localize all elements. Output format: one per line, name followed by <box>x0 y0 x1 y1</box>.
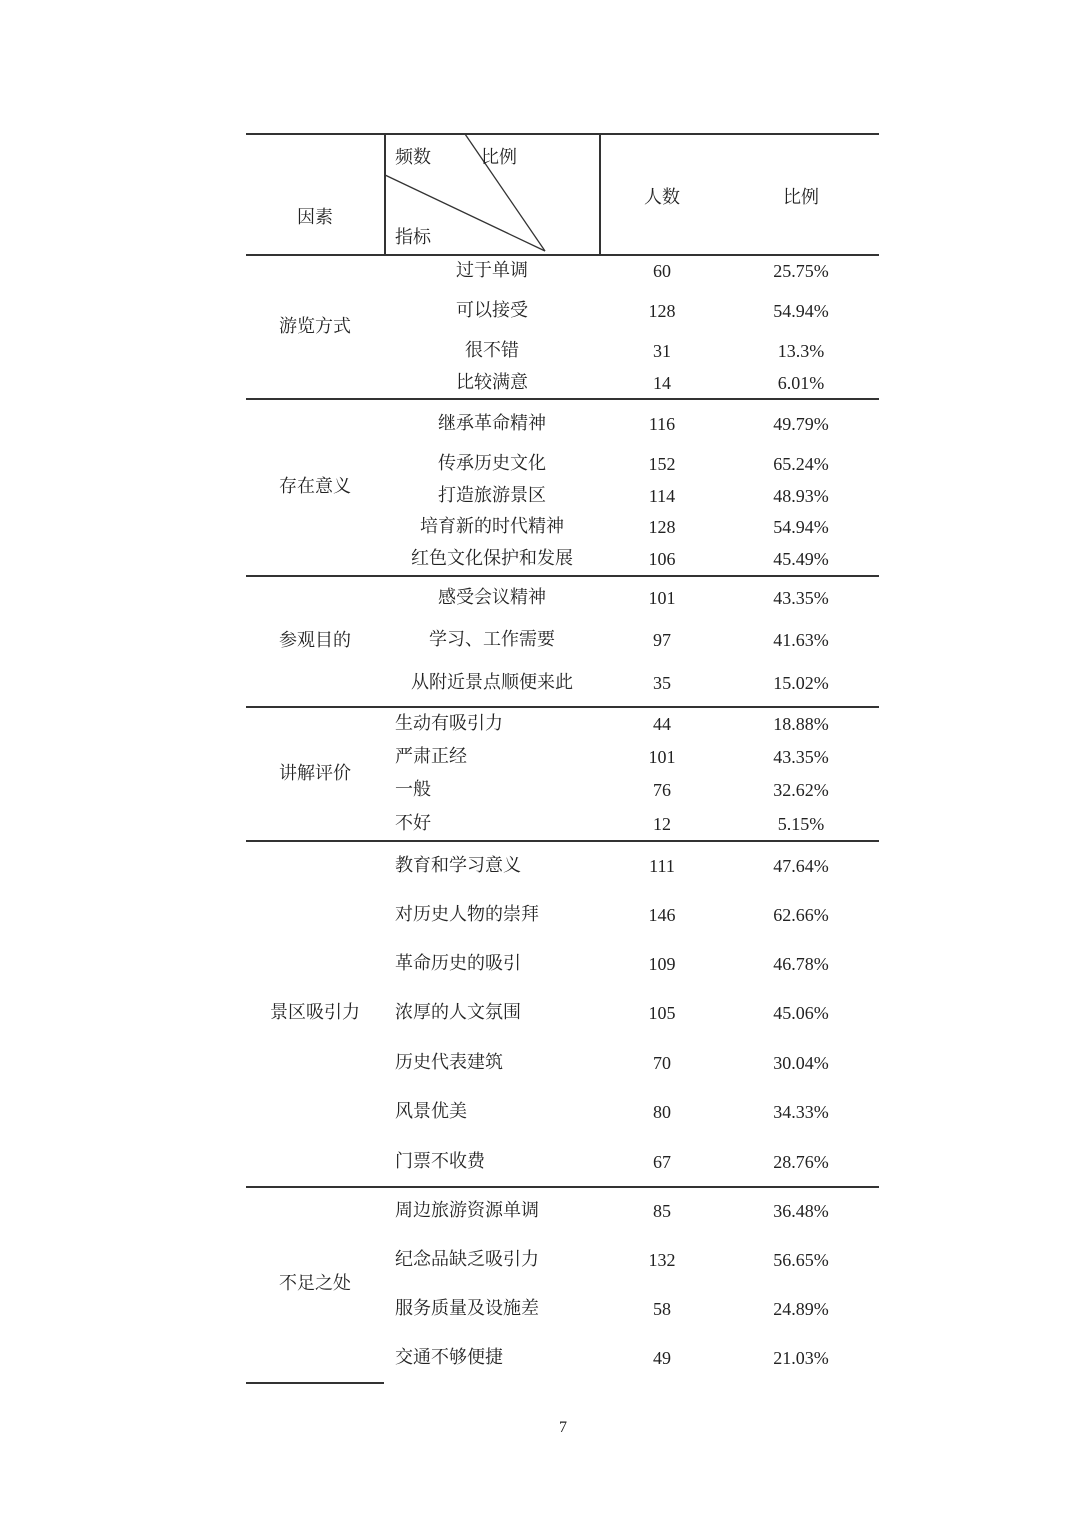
group-name: 参观目的 <box>279 630 351 651</box>
row-label: 严肃正经 <box>395 746 467 767</box>
row-count: 128 <box>648 517 676 537</box>
row-percent: 45.06% <box>773 1003 829 1023</box>
row-count: 132 <box>648 1250 676 1270</box>
row-percent: 6.01% <box>777 373 825 393</box>
header-factor: 因素 <box>297 207 333 228</box>
row-count: 76 <box>653 780 671 800</box>
row-count: 60 <box>653 261 671 281</box>
row-label: 风景优美 <box>395 1101 467 1122</box>
row-count: 101 <box>648 747 676 767</box>
row-percent: 5.15% <box>777 814 825 834</box>
row-label: 不好 <box>395 813 431 834</box>
row-count: 146 <box>648 905 676 925</box>
header-ratio-diagonal: 比例 <box>481 147 517 168</box>
row-label: 门票不收费 <box>395 1151 485 1172</box>
row-count: 14 <box>653 373 671 393</box>
row-count: 111 <box>649 856 675 876</box>
row-percent: 21.03% <box>773 1348 829 1368</box>
row-count: 70 <box>653 1053 671 1073</box>
row-percent: 46.78% <box>773 954 829 974</box>
row-label: 对历史人物的崇拜 <box>395 904 539 925</box>
row-label: 历史代表建筑 <box>395 1052 503 1073</box>
row-count: 106 <box>648 549 676 569</box>
row-percent: 45.49% <box>773 549 829 569</box>
row-percent: 32.62% <box>773 780 829 800</box>
row-count: 109 <box>648 954 676 974</box>
row-label: 过于单调 <box>456 260 528 281</box>
row-count: 49 <box>653 1348 671 1368</box>
row-count: 101 <box>648 588 676 608</box>
row-label: 服务质量及设施差 <box>395 1298 539 1319</box>
row-percent: 54.94% <box>773 517 829 537</box>
group-name: 不足之处 <box>279 1273 351 1294</box>
row-label: 教育和学习意义 <box>395 855 521 876</box>
group-name: 讲解评价 <box>279 763 351 784</box>
group-divider <box>246 1186 879 1188</box>
header-ratio: 比例 <box>783 187 819 208</box>
row-percent: 15.02% <box>773 673 829 693</box>
row-percent: 56.65% <box>773 1250 829 1270</box>
row-percent: 65.24% <box>773 454 829 474</box>
row-percent: 62.66% <box>773 905 829 925</box>
row-count: 128 <box>648 301 676 321</box>
row-label: 浓厚的人文氛围 <box>395 1002 521 1023</box>
row-percent: 24.89% <box>773 1299 829 1319</box>
table-bottom-rule <box>246 1382 384 1384</box>
header-frequency: 频数 <box>395 147 431 168</box>
row-count: 80 <box>653 1102 671 1122</box>
row-percent: 41.63% <box>773 630 829 650</box>
row-label: 交通不够便捷 <box>395 1347 503 1368</box>
group-divider <box>246 840 879 842</box>
row-percent: 43.35% <box>773 747 829 767</box>
row-percent: 34.33% <box>773 1102 829 1122</box>
header-count: 人数 <box>644 187 680 208</box>
row-label: 比较满意 <box>456 372 528 393</box>
row-percent: 18.88% <box>773 714 829 734</box>
row-percent: 30.04% <box>773 1053 829 1073</box>
row-percent: 47.64% <box>773 856 829 876</box>
row-count: 85 <box>653 1201 671 1221</box>
row-percent: 43.35% <box>773 588 829 608</box>
group-divider <box>246 706 879 708</box>
row-count: 105 <box>648 1003 676 1023</box>
row-percent: 25.75% <box>773 261 829 281</box>
row-count: 114 <box>648 486 676 506</box>
row-label: 周边旅游资源单调 <box>395 1200 539 1221</box>
row-label: 很不错 <box>465 340 519 361</box>
row-label: 传承历史文化 <box>438 453 546 474</box>
row-label: 学习、工作需要 <box>429 629 555 650</box>
row-label: 生动有吸引力 <box>395 713 503 734</box>
row-label: 感受会议精神 <box>438 587 546 608</box>
row-label: 革命历史的吸引 <box>395 953 521 974</box>
row-label: 继承革命精神 <box>438 413 546 434</box>
group-name: 存在意义 <box>279 476 351 497</box>
row-count: 35 <box>653 673 671 693</box>
row-percent: 13.3% <box>777 341 825 361</box>
row-label: 从附近景点顺便来此 <box>411 672 573 693</box>
row-count: 58 <box>653 1299 671 1319</box>
row-percent: 28.76% <box>773 1152 829 1172</box>
group-divider <box>246 575 879 577</box>
row-label: 培育新的时代精神 <box>420 516 564 537</box>
row-percent: 36.48% <box>773 1201 829 1221</box>
row-count: 116 <box>648 414 676 434</box>
row-count: 97 <box>653 630 671 650</box>
group-name: 游览方式 <box>279 316 351 337</box>
row-count: 67 <box>653 1152 671 1172</box>
page-number: 7 <box>559 1419 567 1436</box>
row-label: 红色文化保护和发展 <box>411 548 573 569</box>
row-label: 纪念品缺乏吸引力 <box>395 1249 539 1270</box>
row-percent: 54.94% <box>773 301 829 321</box>
row-count: 12 <box>653 814 671 834</box>
header-indicator: 指标 <box>395 227 431 248</box>
row-label: 打造旅游景区 <box>438 485 546 506</box>
row-count: 31 <box>653 341 671 361</box>
group-divider <box>246 398 879 400</box>
row-percent: 48.93% <box>773 486 829 506</box>
group-name: 景区吸引力 <box>270 1002 360 1023</box>
row-label: 可以接受 <box>456 300 528 321</box>
row-percent: 49.79% <box>773 414 829 434</box>
row-label: 一般 <box>395 779 431 800</box>
row-count: 44 <box>653 714 671 734</box>
row-count: 152 <box>648 454 676 474</box>
